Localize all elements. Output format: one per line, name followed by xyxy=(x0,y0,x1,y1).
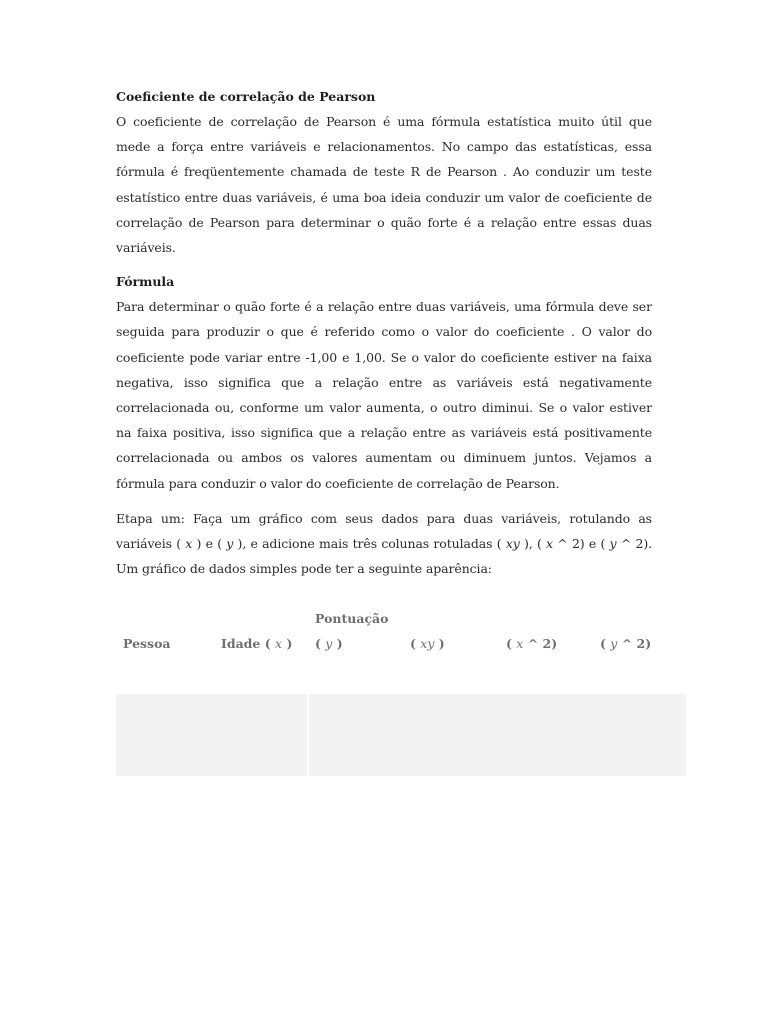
header-pontuacao xyxy=(315,606,389,656)
header-y2 xyxy=(600,631,651,656)
step-text-4: ), ( xyxy=(524,536,542,552)
header-pessoa: Pessoa xyxy=(123,636,171,651)
paragraph-intro: O coeficiente de correlação de Pearson é uma fórmula estatística muito útil que mede a força entre variáveis e relacionamentos. No campo das estatísticas, essa fórmula é freqüentemente chamada de teste R de Pearson . Ao conduzir um teste estatístico entre duas variáveis, é uma boa ideia conduzir um valor de coeficiente de correlação de Pearson para determinar o quão forte é a relação entre essas duas variáveis. xyxy=(116,114,652,256)
header-pontuacao-open: ( xyxy=(315,636,321,651)
header-xy-open: ( xyxy=(410,636,416,651)
document-page xyxy=(116,84,652,581)
paragraph-formula: Para determinar o quão forte é a relação entre duas variáveis, uma fórmula deve ser seguida para produzir o que é referido como o valor do coeficiente . O valor do coeficiente pode variar entre -1,00 e 1,00. Se o valor do coeficiente estiver na faixa negativa, isso significa que a relação entre as variáveis está negativamente correlacionada ou, conforme um valor aumenta, o outro diminui. Se o valor estiver na faixa positiva, isso significa que a relação entre as variáveis está positivamente correlacionada ou ambos os valores aumentam ou diminuem juntos. Vejamos a fórmula para conduzir o valor do coeficiente de correlação de Pearson. xyxy=(116,299,652,491)
step-text-2: ) e ( xyxy=(196,536,222,552)
header-y2-end: ^ 2) xyxy=(621,636,652,651)
table-body xyxy=(116,694,686,776)
header-idade xyxy=(221,631,292,656)
header-xy xyxy=(410,631,445,656)
var-y2: y xyxy=(609,536,617,552)
header-idade-var: x xyxy=(275,636,283,651)
header-x2-end: ^ 2) xyxy=(527,636,558,651)
header-idade-end: ) xyxy=(286,636,293,651)
header-y2-var: y xyxy=(610,636,618,651)
header-y2-open: ( xyxy=(600,636,606,651)
header-pontuacao-end: ) xyxy=(336,636,343,651)
header-pontuacao-label: Pontuação xyxy=(315,611,389,626)
step-text-6: ^ 2). Um gráfico de dados simples pode ter a seguinte aparência: xyxy=(116,536,652,577)
table-header xyxy=(116,606,686,666)
header-x2-var: x xyxy=(516,636,524,651)
header-idade-label: Idade ( xyxy=(221,636,271,651)
header-x2-open: ( xyxy=(506,636,512,651)
header-xy-end: ) xyxy=(438,636,445,651)
paragraph-step-one xyxy=(116,506,652,582)
section-title-pearson: Coeficiente de correlação de Pearson xyxy=(116,89,376,104)
step-text-3: ), e adicione mais três colunas rotuladas ( xyxy=(237,536,502,552)
header-xy-var: xy xyxy=(420,636,435,651)
var-x2: x xyxy=(546,536,553,552)
table-cell xyxy=(309,694,686,776)
table-cell xyxy=(116,694,307,776)
header-x2 xyxy=(506,631,557,656)
var-xy: xy xyxy=(505,536,520,552)
step-text-5: ^ 2) e ( xyxy=(557,536,606,552)
section-title-formula: Fórmula xyxy=(116,274,175,290)
step-text-1: Etapa um: Faça um gráfico com seus dados para duas variáveis, rotulando as variáveis ( xyxy=(116,510,652,552)
var-x: x xyxy=(185,536,193,552)
var-y: y xyxy=(226,536,234,552)
header-pontuacao-var: y xyxy=(325,636,333,651)
